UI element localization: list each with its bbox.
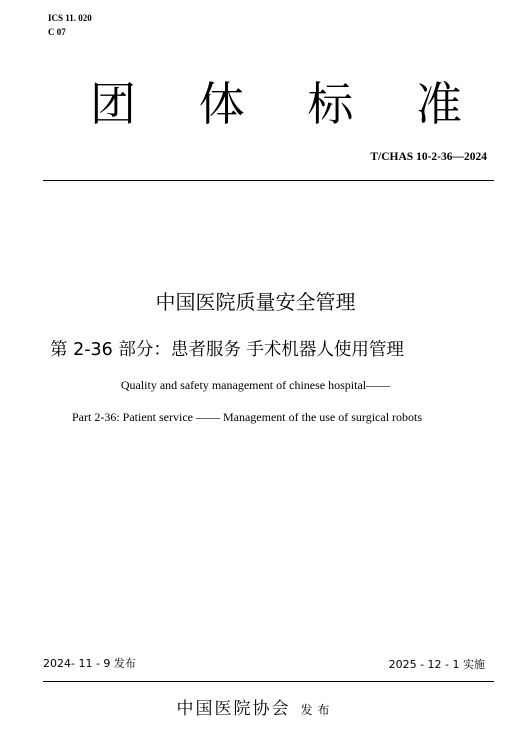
ics-code: ICS 11. 020: [48, 13, 92, 23]
sub-title-cn: 第 2-36 部分：患者服务 手术机器人使用管理: [50, 340, 404, 360]
bottom-divider: [43, 681, 494, 682]
sub-title-en: Part 2-36: Patient service —— Management of the use of surgical robots: [72, 410, 423, 424]
title-char: 准: [415, 77, 462, 131]
top-divider: [43, 180, 494, 181]
issue-date: 2024- 11 - 9 发布: [43, 657, 136, 670]
ccs-code: C 07: [48, 27, 66, 37]
implementation-date: 2025 - 12 - 1 实施: [388, 658, 485, 671]
title-char: 体: [198, 77, 245, 131]
title-char: 标: [307, 77, 354, 131]
publisher-line: [0, 697, 511, 722]
publish-verb: 发布: [300, 703, 335, 717]
standard-number: T/CHAS 10-2-36—2024: [370, 151, 487, 163]
main-title-cn: 中国医院质量安全管理: [155, 290, 356, 314]
main-title-en: Quality and safety management of chinese hospital——: [120, 378, 391, 392]
publisher-name: 中国医院协会: [176, 699, 291, 719]
document-type-title: [90, 74, 462, 134]
title-char: 团: [90, 77, 136, 131]
